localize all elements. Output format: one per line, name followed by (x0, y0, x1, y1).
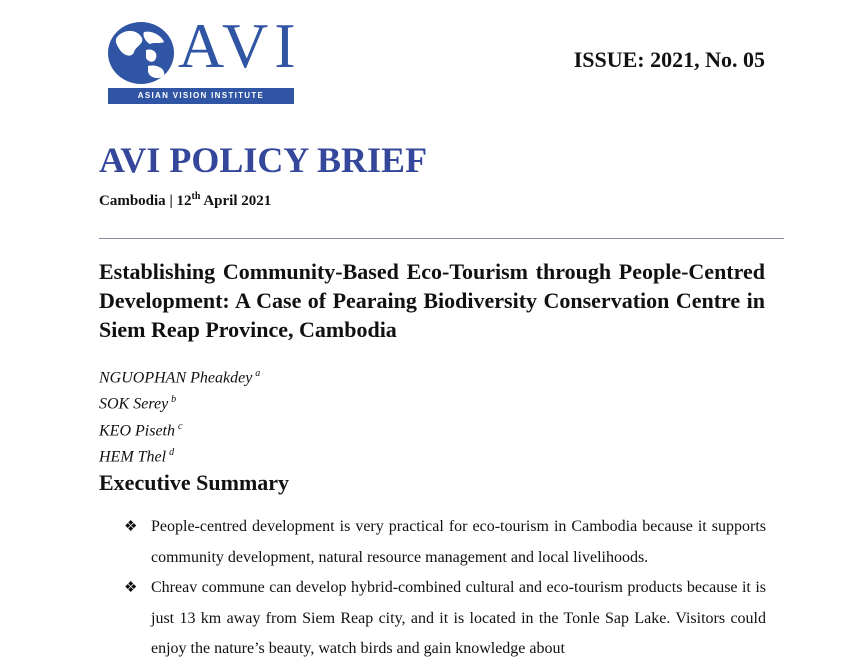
date-month-year: April 2021 (203, 193, 272, 209)
date-line (99, 191, 271, 210)
date-separator: | (169, 193, 173, 209)
date-day-suffix: th (191, 191, 201, 202)
date-day: 12 (176, 193, 192, 209)
author: HEM Thel $^d$ (99, 446, 175, 466)
avi-logo (108, 10, 302, 106)
author-list (99, 363, 260, 468)
country: Cambodia (99, 193, 166, 209)
issue-number: ISSUE: 2021, No. 05 (573, 47, 765, 72)
list-item (122, 512, 766, 573)
bullet-icon: ❖ (124, 580, 138, 596)
author: NGUOPHAN Pheakdey $^a$ (99, 368, 261, 387)
divider (99, 238, 784, 239)
logo-wordmark: AVI (178, 10, 302, 81)
executive-summary-list (122, 512, 766, 665)
author: KEO Piseth $^c$ (99, 420, 183, 439)
globe-icon (108, 22, 174, 84)
list-item-text: Chreav commune can develop hybrid-combined cultural and eco-tourism products because it is just 13 km away from Siem Reap city, and it is located in the Tonle Sap Lake. Visitors could enjoy the nature’s beauty, watch birds and gain knowledge about (151, 579, 766, 657)
list-item (122, 573, 766, 665)
author: SOK Serey $^b$ (99, 394, 177, 413)
executive-summary-heading: Executive Summary (99, 470, 290, 495)
list-item-text: People-centred development is very practical for eco-tourism in Cambodia because it supports community development, natural resource management and local livelihoods. (151, 518, 766, 566)
bullet-icon: ❖ (124, 519, 138, 535)
brief-title: AVI POLICY BRIEF (99, 140, 428, 180)
logo-org-name: ASIAN VISION INSTITUTE (108, 88, 294, 104)
paper-title: Establishing Community-Based Eco-Tourism through People-Centred Development: A Case of Pearaing Biodiversity Conservation Centre in Siem Reap Province, Cambodia (99, 259, 765, 342)
